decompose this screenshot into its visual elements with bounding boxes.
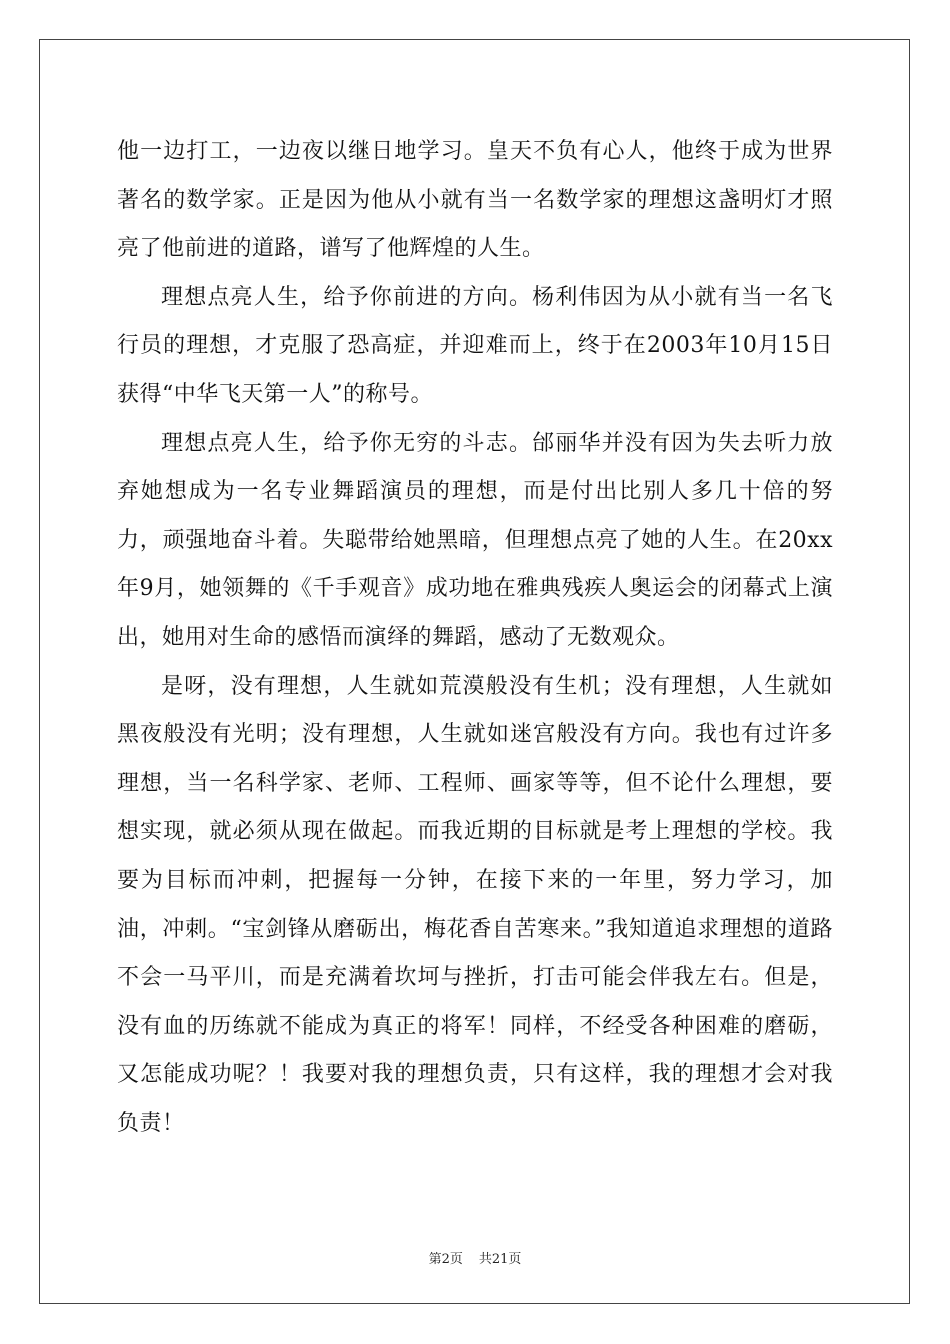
paragraph-4: 是呀，没有理想，人生就如荒漠般没有生机；没有理想，人生就如黑夜般没有光明；没有理想，人生就如迷宫般没有方向。我也有过许多理想，当一名科学家、老师、工程师、画家等等，但不论什么理想，要想实现，就必须从现在做起。而我近期的目标就是考上理想的学校。我要为目标而冲刺，把握每一分钟，在接下来的一年里，努力学习，加油，冲刺。“宝剑锋从磨砺出，梅花香自苦寒来。”我知道追求理想的道路不会一马平川，而是充满着坎坷与挫折，打击可能会伴我左右。但是，没有血的历练就不能成为真正的将军！同样，不经受各种困难的磨砺，又怎能成功呢？！我要对我的理想负责，只有这样，我的理想才会对我负责！	[117, 673, 833, 1136]
page-number: 第2页	[428, 1252, 463, 1267]
document-body	[117, 128, 833, 1148]
paragraph-3: 理想点亮人生，给予你无穷的斗志。邰丽华并没有因为失去听力放弃她想成为一名专业舞蹈演员的理想，而是付出比别人多几十倍的努力，顽强地奋斗着。失聪带给她黑暗，但理想点亮了她的人生。在20xx年9月，她领舞的《千手观音》成功地在雅典残疾人奥运会的闭幕式上演出，她用对生命的感悟而演绎的舞蹈，感动了无数观众。	[117, 430, 833, 650]
page-total: 共21页	[478, 1252, 522, 1267]
paragraph-2: 理想点亮人生，给予你前进的方向。杨利伟因为从小就有当一名飞行员的理想，才克服了恐高症，并迎难而上，终于在2003年10月15日获得“中华飞天第一人”的称号。	[117, 284, 833, 407]
page-footer	[0, 1248, 950, 1267]
paragraph-1: 他一边打工，一边夜以继日地学习。皇天不负有心人，他终于成为世界著名的数学家。正是因为他从小就有当一名数学家的理想这盏明灯才照亮了他前进的道路，谱写了他辉煌的人生。	[117, 139, 833, 262]
